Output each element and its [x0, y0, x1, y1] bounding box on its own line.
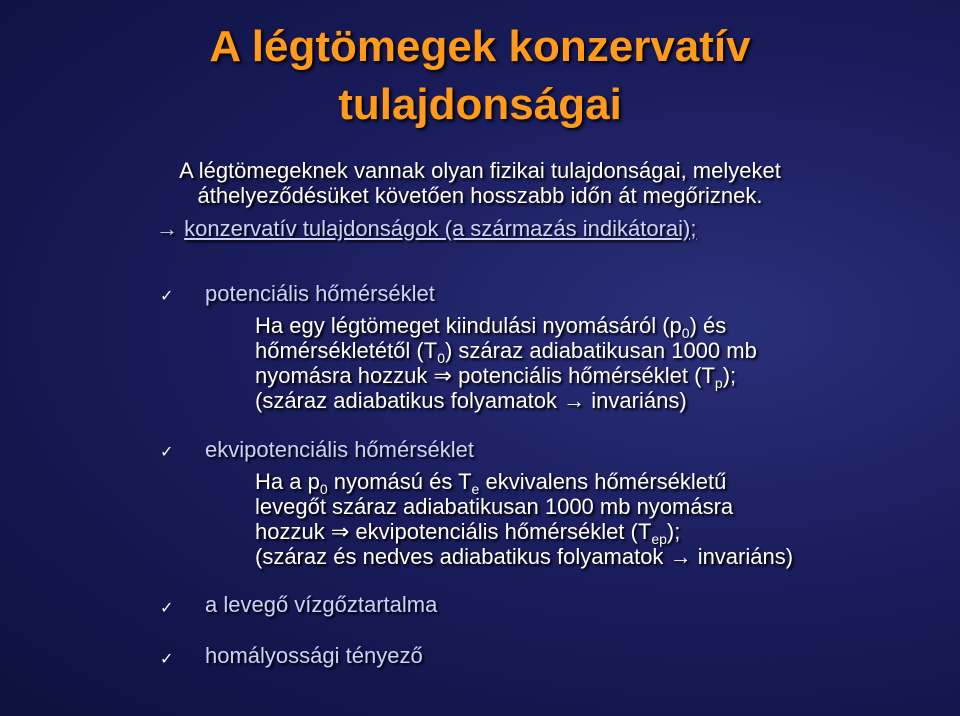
body-line [255, 544, 793, 569]
subscript: e [471, 481, 480, 497]
subscript: 0 [437, 350, 445, 366]
intro-paragraph [40, 158, 920, 208]
subscript: p [714, 375, 723, 391]
conservative-properties-text: konzervatív tulajdonságok (a származás indikátorai); [184, 216, 697, 241]
text-run: ekvipotenciális hőmérséklet (T [355, 519, 652, 544]
text-run: nyomású és T [333, 469, 472, 494]
text-run: invariáns) [591, 388, 687, 413]
subscript: 0 [319, 481, 328, 497]
slide-title [40, 18, 920, 134]
right-arrow-icon: → [669, 544, 692, 569]
item-body-potential-temperature [255, 313, 757, 413]
intro-line-2: áthelyeződésüket követően hosszabb időn át megőriznek. [197, 183, 763, 208]
check-icon: ✓ [160, 288, 174, 305]
text-run: Ha egy légtömeget kiindulási nyomásáról (p [255, 313, 682, 338]
title-line-2: tulajdonságai [338, 80, 622, 129]
subscript: 0 [681, 325, 690, 341]
body-line [255, 388, 757, 413]
text-run: ); [666, 519, 681, 544]
body-line [255, 469, 793, 497]
implies-icon: ⇒ [433, 363, 452, 388]
body-line [255, 519, 793, 547]
body-line [255, 338, 757, 366]
body-line: levegőt száraz adiabatikusan 1000 mb nyomásra [255, 494, 734, 519]
subscript: ep [651, 531, 667, 547]
text-run: Ha a p [255, 469, 320, 494]
intro-line-1: A légtömegeknek vannak olyan fizikai tulajdonságai, melyeket [179, 158, 781, 183]
text-run: (száraz és nedves adiabatikus folyamatok [255, 544, 664, 569]
body-line [255, 363, 757, 391]
implies-icon: ⇒ [330, 519, 350, 544]
right-arrow-icon: → [156, 216, 178, 241]
item-heading-water-vapor-content: a levegő vízgőztartalma [205, 592, 438, 617]
text-run: ) és [689, 313, 727, 338]
text-run: nyomásra hozzuk [255, 363, 428, 388]
text-run: ) száraz adiabatikusan 1000 mb [444, 338, 757, 363]
text-run: (száraz adiabatikus folyamatok [255, 388, 558, 413]
check-icon: ✓ [160, 600, 174, 617]
conservative-properties-line [156, 216, 696, 242]
title-line-1: A légtömegek konzervatív [209, 22, 751, 71]
check-icon: ✓ [160, 444, 174, 461]
item-heading-potential-temperature: potenciális hőmérséklet [205, 281, 435, 306]
text-run: ); [722, 363, 737, 388]
text-run: potenciális hőmérséklet (T [458, 363, 715, 388]
text-run: hőmérsékletétől (T [255, 338, 438, 363]
text-run: hozzuk [255, 519, 325, 544]
item-body-equivalent-potential-temperature [255, 469, 793, 569]
body-line [255, 313, 757, 341]
text-run: invariáns) [697, 544, 794, 569]
item-heading-turbidity-factor: homályossági tényező [205, 643, 423, 668]
text-run: ekvivalens hőmérsékletű [485, 469, 727, 494]
item-heading-equivalent-potential-temperature: ekvipotenciális hőmérséklet [205, 437, 475, 462]
check-icon: ✓ [160, 651, 174, 668]
right-arrow-icon: → [563, 388, 586, 413]
